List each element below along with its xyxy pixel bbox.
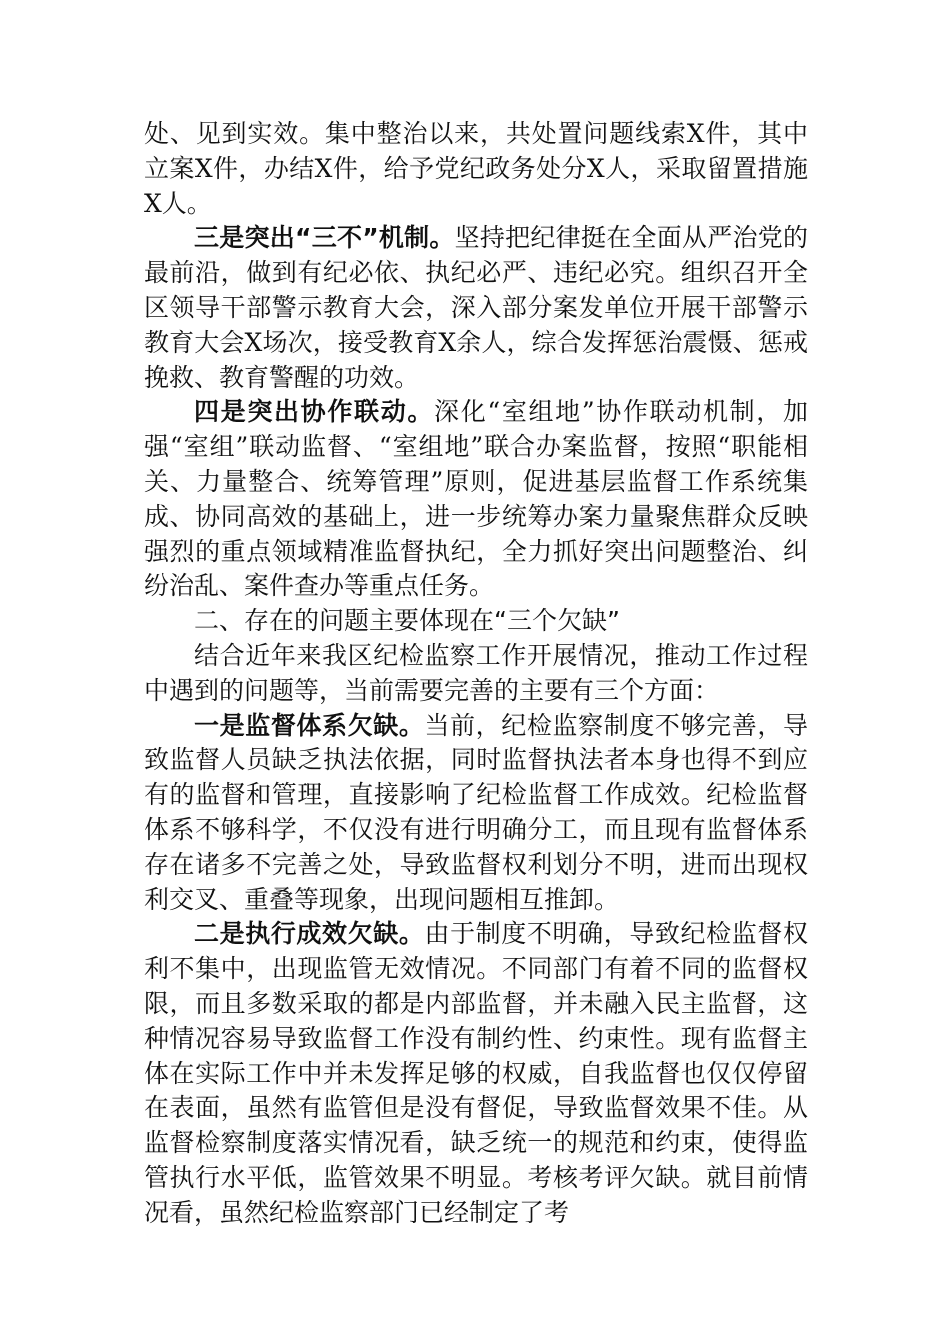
paragraph-point-three [144,221,808,395]
paragraph-text: 坚持把纪律挺在全面从严治党的最前沿，做到有纪必依、执纪必严、违纪必究。组织召开全区领导干部警示教育大会，深入部分案发单位开展干部警示教育大会X场次，接受教育X余人，综合发挥惩治震慑、惩戒挽救、教育警醒的功效。 [144,223,808,392]
paragraph-text: 当前，纪检监察制度不够完善，导致监督人员缺乏执法依据，同时监督执法者本身也得不到应有的监督和管理，直接影响了纪检监督工作成效。纪检监督体系不够科学，不仅没有进行明确分工，而且现有监督体系存在诸多不完善之处，导致监督权利划分不明，进而出现权利交叉、重叠等现象，出现问题相互推卸。 [144,710,808,914]
paragraph-lead: 一是监督体系欠缺。 [194,710,425,740]
paragraph-continuation [144,117,808,221]
section-heading-text: 二、存在的问题主要体现在“三个欠缺” [194,606,620,636]
paragraph-text: 结合近年来我区纪检监察工作开展情况，推动工作过程中遇到的问题等，当前需要完善的主要有三个方面： [144,640,808,705]
paragraph-lead: 二是执行成效欠缺。 [194,919,425,949]
paragraph-problem-two [144,917,808,1230]
paragraph-text: 处、见到实效。集中整治以来，共处置问题线索X件，其中立案X件，办结X件，给予党纪政务处分X人，采取留置措施X人。 [144,119,808,218]
paragraph-text: 深化“室组地”协作联动机制，加强“室组”联动监督、“室组地”联合办案监督，按照“职能相关、力量整合、统筹管理”原则，促进基层监督工作系统集成、协同高效的基础上，进一步统筹办案力量聚焦群众反映强烈的重点领域精准监督执纪，全力抓好突出问题整治、纠纷治乱、案件查办等重点任务。 [144,397,808,601]
paragraph-text: 由于制度不明确，导致纪检监督权利不集中，出现监管无效情况。不同部门有着不同的监督权限，而且多数采取的都是内部监督，并未融入民主监督，这种情况容易导致监督工作没有制约性、约束性。现有监督主体在实际工作中并未发挥足够的权威，自我监督也仅仅停留在表面，虽然有监管但是没有督促，导致监督效果不佳。从监督检察制度落实情况看，缺乏统一的规范和约束，使得监管执行水平低，监管效果不明显。考核考评欠缺。就目前情况看，虽然纪检监察部门已经制定了考 [144,919,808,1227]
paragraph-lead: 三是突出“三不”机制。 [194,223,455,253]
paragraph-lead: 四是突出协作联动。 [194,397,435,427]
paragraph-problem-one [144,709,808,918]
paragraph-intro [144,639,808,709]
section-heading [144,604,808,639]
paragraph-point-four [144,395,808,604]
document-body [144,117,808,1231]
